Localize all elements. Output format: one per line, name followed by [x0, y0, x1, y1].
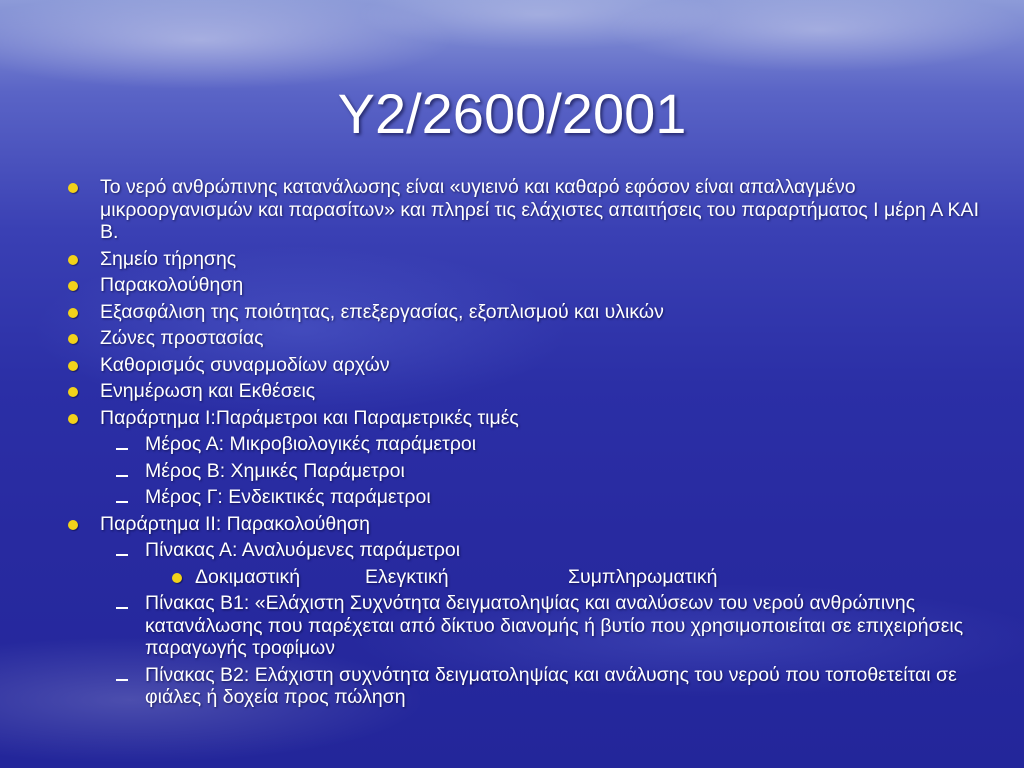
- test-type-label: Συμπληρωματική: [568, 565, 718, 588]
- test-type-label: Ελεγκτική: [365, 565, 449, 588]
- bullet-dot: [68, 281, 78, 291]
- list-item-text: Καθορισμός συναρμοδίων αρχών: [100, 353, 390, 376]
- list-item-level-1: [60, 301, 990, 324]
- list-item-level-1: [60, 176, 990, 244]
- list-item-text: Μέρος Γ: Ενδεικτικές παράμετροι: [145, 486, 431, 508]
- bullet-icon: [68, 301, 78, 324]
- list-item-text: Μέρος Α: Μικροβιολογικές παράμετροι: [145, 433, 477, 455]
- bullet-dot: [68, 334, 78, 344]
- bullet-icon: [68, 407, 78, 430]
- dash-icon: [116, 486, 128, 509]
- list-item-level-1: [60, 354, 990, 377]
- list-item-text: Παρακολούθηση: [100, 274, 244, 296]
- bullet-icon: [172, 566, 182, 589]
- bullet-icon: [68, 380, 78, 403]
- list-item-level-1: [60, 407, 990, 430]
- list-item-level-2: [60, 592, 990, 660]
- list-item-level-2: [60, 664, 990, 709]
- list-item-level-1: [60, 248, 990, 271]
- dash-icon: [116, 460, 128, 483]
- bullet-icon: [68, 176, 78, 199]
- dash-icon: [116, 539, 128, 562]
- list-item-text: Εξασφάλιση της ποιότητας, επεξεργασίας, εξοπλισμού και υλικών: [100, 300, 664, 323]
- bullet-dot: [68, 387, 78, 397]
- test-type-label: Δοκιμαστική: [195, 565, 301, 588]
- list-item-text: Ενημέρωση και Εκθέσεις: [100, 380, 316, 402]
- bullet-dot: [68, 255, 78, 265]
- bullet-icon: [68, 354, 78, 377]
- bullet-dot: [68, 520, 78, 530]
- list-item-level-1: [60, 327, 990, 350]
- bullet-dot: [172, 573, 182, 583]
- test-type-columns: [195, 566, 990, 589]
- list-item-text: Πίνακας Β2: Ελάχιστη συχνότητα δειγματοληψίας και ανάλυσης του νερού που τοποθετείται σε φιάλες ή δοχεία προς πώληση: [145, 663, 957, 708]
- bullet-dot: [68, 414, 78, 424]
- bullet-icon: [68, 513, 78, 536]
- bullet-icon: [68, 327, 78, 350]
- list-item-text: Μέρος Β: Χημικές Παράμετροι: [145, 459, 405, 482]
- list-item-text: Πίνακας Α: Αναλυόμενες παράμετροι: [145, 539, 461, 561]
- dash-icon: [116, 592, 128, 615]
- list-item-text: Σημείο τήρησης: [100, 247, 237, 270]
- dash-mark: [116, 475, 128, 477]
- bullet-dot: [68, 183, 78, 193]
- list-item-level-1: [60, 380, 990, 403]
- dash-mark: [116, 607, 128, 609]
- dash-mark: [116, 554, 128, 556]
- dash-mark: [116, 679, 128, 681]
- slide-title: Y2/2600/2001: [337, 82, 687, 145]
- dash-icon: [116, 433, 128, 456]
- bullet-list: [60, 176, 990, 713]
- bullet-dot: [68, 308, 78, 318]
- list-item-text: Παράρτημα Ι:Παράμετροι και Παραμετρικές τιμές: [100, 406, 519, 429]
- list-item-level-2: [60, 460, 990, 483]
- dash-mark: [116, 448, 128, 450]
- list-item-text: Παράρτημα ΙΙ: Παρακολούθηση: [100, 512, 370, 535]
- list-item-level-2: [60, 539, 990, 562]
- list-item-level-1: [60, 274, 990, 297]
- bullet-icon: [68, 274, 78, 297]
- list-item-text: Πίνακας Β1: «Ελάχιστη Συχνότητα δειγματοληψίας και αναλύσεων του νερού ανθρώπινης κατανάλωσης που παρέχεται από δίκτυο διανομής ή βυτίο που χρησιμοποιείται σε επιχειρήσεις παραγωγής τροφίμων: [145, 592, 964, 659]
- list-item-level-1: [60, 513, 990, 536]
- bullet-icon: [68, 248, 78, 271]
- list-item-level-2: [60, 433, 990, 456]
- dash-icon: [116, 664, 128, 687]
- list-item-text: Ζώνες προστασίας: [100, 327, 264, 349]
- list-item-level-3: [60, 566, 990, 589]
- dash-mark: [116, 501, 128, 503]
- list-item-text: Το νερό ανθρώπινης κατανάλωσης είναι «υγιεινό και καθαρό εφόσον είναι απαλλαγμένο μικροοργανισμών και παρασίτων» και πληρεί τις ελάχιστες απαιτήσεις του παραρτήματος Ι μέρη Α ΚΑΙ Β.: [100, 176, 979, 243]
- bullet-dot: [68, 361, 78, 371]
- list-item-level-2: [60, 486, 990, 509]
